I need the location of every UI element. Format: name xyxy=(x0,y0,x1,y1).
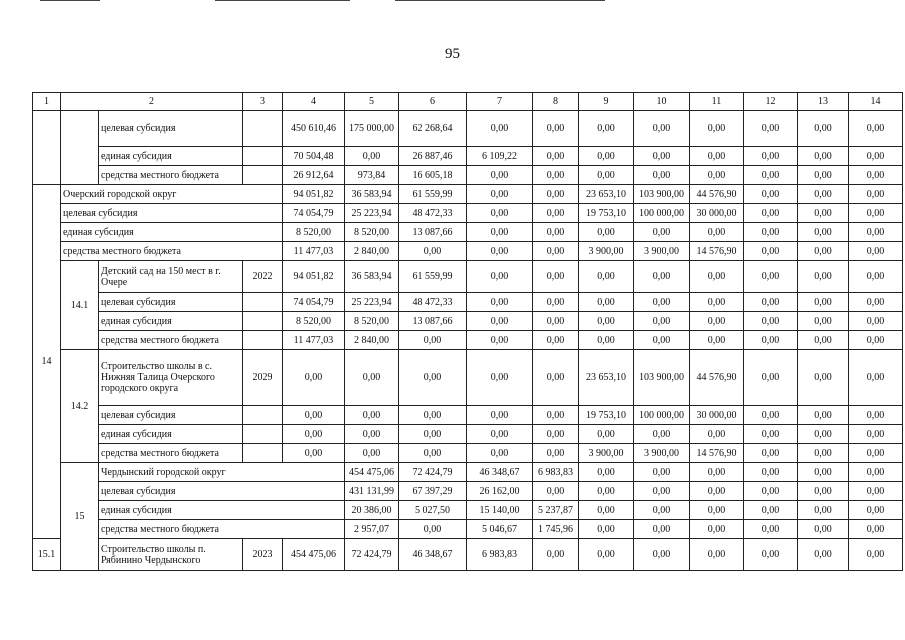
table-row xyxy=(33,312,903,331)
value-cell: 0,00 xyxy=(849,261,903,293)
header-cell: 1 xyxy=(33,93,61,111)
value-cell: 0,00 xyxy=(744,242,798,261)
value-cell: 6 983,83 xyxy=(533,463,579,482)
value-cell: 0,00 xyxy=(744,425,798,444)
section-number: 14 xyxy=(33,185,61,539)
table-row xyxy=(33,501,903,520)
header-cell: 10 xyxy=(634,93,690,111)
value-cell: 0,00 xyxy=(399,406,467,425)
value-cell: 0,00 xyxy=(744,312,798,331)
value-cell: 0,00 xyxy=(849,204,903,223)
value-cell: 0,00 xyxy=(634,520,690,539)
value-cell: 0,00 xyxy=(744,166,798,185)
table-row xyxy=(33,331,903,350)
value-cell: 0,00 xyxy=(533,293,579,312)
page-number: 95 xyxy=(445,46,460,62)
value-cell: 450 610,46 xyxy=(283,111,345,147)
value-cell: 0,00 xyxy=(849,242,903,261)
value-cell: 0,00 xyxy=(798,350,849,406)
value-cell: 0,00 xyxy=(849,482,903,501)
value-cell: 0,00 xyxy=(533,444,579,463)
value-cell: 0,00 xyxy=(634,261,690,293)
value-cell: 0,00 xyxy=(849,444,903,463)
table-row xyxy=(33,261,903,293)
value-cell: 0,00 xyxy=(634,482,690,501)
row-label: единая субсидия xyxy=(61,223,283,242)
value-cell: 62 268,64 xyxy=(399,111,467,147)
header-cell: 2 xyxy=(61,93,243,111)
value-cell: 0,00 xyxy=(634,501,690,520)
row-label: целевая субсидия xyxy=(99,111,243,147)
value-cell: 0,00 xyxy=(690,463,744,482)
value-cell: 44 576,90 xyxy=(690,350,744,406)
value-cell: 13 087,66 xyxy=(399,223,467,242)
value-cell: 1 745,96 xyxy=(533,520,579,539)
header-cell: 4 xyxy=(283,93,345,111)
value-cell: 0,00 xyxy=(798,463,849,482)
empty-cell xyxy=(243,331,283,350)
value-cell: 0,00 xyxy=(849,185,903,204)
header-cell: 7 xyxy=(467,93,533,111)
value-cell: 3 900,00 xyxy=(634,444,690,463)
header-cell: 8 xyxy=(533,93,579,111)
value-cell: 0,00 xyxy=(798,111,849,147)
row-label: единая субсидия xyxy=(99,147,243,166)
value-cell: 20 386,00 xyxy=(345,501,399,520)
value-cell: 0,00 xyxy=(533,331,579,350)
value-cell: 0,00 xyxy=(690,147,744,166)
value-cell: 0,00 xyxy=(399,520,467,539)
value-cell: 0,00 xyxy=(849,223,903,242)
value-cell: 14 576,90 xyxy=(690,242,744,261)
value-cell: 0,00 xyxy=(849,111,903,147)
value-cell: 0,00 xyxy=(579,312,634,331)
value-cell: 0,00 xyxy=(579,147,634,166)
value-cell: 0,00 xyxy=(579,331,634,350)
section-name: Чердынский городской округ xyxy=(99,463,345,482)
value-cell: 3 900,00 xyxy=(634,242,690,261)
value-cell: 175 000,00 xyxy=(345,111,399,147)
value-cell: 0,00 xyxy=(467,111,533,147)
value-cell: 0,00 xyxy=(690,425,744,444)
value-cell: 46 348,67 xyxy=(399,539,467,571)
value-cell: 0,00 xyxy=(849,312,903,331)
value-cell: 0,00 xyxy=(849,166,903,185)
project-number: 14.2 xyxy=(61,350,99,463)
value-cell: 973,84 xyxy=(345,166,399,185)
value-cell: 0,00 xyxy=(798,425,849,444)
value-cell: 13 087,66 xyxy=(399,312,467,331)
header-cell: 11 xyxy=(690,93,744,111)
value-cell: 0,00 xyxy=(579,166,634,185)
value-cell: 100 000,00 xyxy=(634,406,690,425)
value-cell: 0,00 xyxy=(467,293,533,312)
value-cell: 3 900,00 xyxy=(579,444,634,463)
value-cell: 431 131,99 xyxy=(345,482,399,501)
value-cell: 0,00 xyxy=(849,501,903,520)
value-cell: 30 000,00 xyxy=(690,204,744,223)
value-cell: 0,00 xyxy=(744,539,798,571)
top-rule-middle xyxy=(215,0,350,1)
row-label: единая субсидия xyxy=(99,425,243,444)
value-cell: 0,00 xyxy=(634,293,690,312)
value-cell: 0,00 xyxy=(744,111,798,147)
value-cell: 0,00 xyxy=(849,350,903,406)
row-label: целевая субсидия xyxy=(99,293,243,312)
value-cell: 0,00 xyxy=(345,425,399,444)
value-cell: 74 054,79 xyxy=(283,293,345,312)
header-cell: 6 xyxy=(399,93,467,111)
header-cell: 12 xyxy=(744,93,798,111)
value-cell: 0,00 xyxy=(744,520,798,539)
table-row xyxy=(33,444,903,463)
value-cell: 0,00 xyxy=(690,293,744,312)
value-cell: 0,00 xyxy=(634,463,690,482)
value-cell: 0,00 xyxy=(744,350,798,406)
value-cell: 0,00 xyxy=(579,501,634,520)
value-cell: 8 520,00 xyxy=(283,312,345,331)
value-cell: 0,00 xyxy=(849,331,903,350)
value-cell: 0,00 xyxy=(744,501,798,520)
value-cell: 0,00 xyxy=(467,350,533,406)
row-label: средства местного бюджета xyxy=(99,166,243,185)
table-row xyxy=(33,223,903,242)
value-cell: 0,00 xyxy=(467,406,533,425)
value-cell: 0,00 xyxy=(744,204,798,223)
empty-cell xyxy=(243,425,283,444)
value-cell: 0,00 xyxy=(579,261,634,293)
value-cell: 0,00 xyxy=(533,312,579,331)
table-row xyxy=(33,111,903,147)
value-cell: 0,00 xyxy=(533,242,579,261)
value-cell: 0,00 xyxy=(744,185,798,204)
value-cell: 0,00 xyxy=(744,482,798,501)
header-row xyxy=(33,93,903,111)
value-cell: 0,00 xyxy=(798,539,849,571)
value-cell: 0,00 xyxy=(533,166,579,185)
value-cell: 0,00 xyxy=(798,147,849,166)
empty-cell xyxy=(243,406,283,425)
value-cell: 0,00 xyxy=(798,293,849,312)
value-cell: 0,00 xyxy=(798,242,849,261)
value-cell: 0,00 xyxy=(798,501,849,520)
value-cell: 8 520,00 xyxy=(345,223,399,242)
empty-cell xyxy=(33,111,61,185)
value-cell: 14 576,90 xyxy=(690,444,744,463)
section-name: Очерский городской округ xyxy=(61,185,283,204)
value-cell: 0,00 xyxy=(798,312,849,331)
value-cell: 0,00 xyxy=(345,350,399,406)
value-cell: 0,00 xyxy=(467,444,533,463)
value-cell: 0,00 xyxy=(690,539,744,571)
table-row xyxy=(33,293,903,312)
table-row xyxy=(33,242,903,261)
row-label: единая субсидия xyxy=(99,312,243,331)
value-cell: 0,00 xyxy=(467,312,533,331)
row-label: единая субсидия xyxy=(99,501,345,520)
value-cell: 25 223,94 xyxy=(345,204,399,223)
value-cell: 0,00 xyxy=(533,111,579,147)
value-cell: 0,00 xyxy=(690,482,744,501)
header-cell: 13 xyxy=(798,93,849,111)
table-row xyxy=(33,520,903,539)
value-cell: 0,00 xyxy=(744,147,798,166)
value-cell: 0,00 xyxy=(533,223,579,242)
row-label: целевая субсидия xyxy=(61,204,283,223)
empty-cell xyxy=(243,293,283,312)
table-row xyxy=(33,539,903,571)
value-cell: 23 653,10 xyxy=(579,185,634,204)
value-cell: 0,00 xyxy=(849,293,903,312)
value-cell: 0,00 xyxy=(744,444,798,463)
value-cell: 0,00 xyxy=(690,223,744,242)
value-cell: 46 348,67 xyxy=(467,463,533,482)
value-cell: 0,00 xyxy=(798,223,849,242)
value-cell: 0,00 xyxy=(634,111,690,147)
empty-cell xyxy=(243,147,283,166)
value-cell: 26 887,46 xyxy=(399,147,467,166)
value-cell: 0,00 xyxy=(849,463,903,482)
value-cell: 103 900,00 xyxy=(634,350,690,406)
value-cell: 25 223,94 xyxy=(345,293,399,312)
value-cell: 0,00 xyxy=(690,312,744,331)
value-cell: 0,00 xyxy=(690,331,744,350)
value-cell: 26 162,00 xyxy=(467,482,533,501)
value-cell: 0,00 xyxy=(744,293,798,312)
value-cell: 6 983,83 xyxy=(467,539,533,571)
value-cell: 0,00 xyxy=(798,166,849,185)
value-cell: 0,00 xyxy=(579,293,634,312)
value-cell: 94 051,82 xyxy=(283,261,345,293)
value-cell: 67 397,29 xyxy=(399,482,467,501)
value-cell: 0,00 xyxy=(467,331,533,350)
empty-cell xyxy=(243,166,283,185)
value-cell: 0,00 xyxy=(798,444,849,463)
value-cell: 11 477,03 xyxy=(283,331,345,350)
value-cell: 0,00 xyxy=(690,111,744,147)
table-row xyxy=(33,482,903,501)
value-cell: 0,00 xyxy=(467,242,533,261)
value-cell: 0,00 xyxy=(798,406,849,425)
value-cell: 0,00 xyxy=(533,185,579,204)
value-cell: 0,00 xyxy=(467,223,533,242)
row-label: целевая субсидия xyxy=(99,482,345,501)
value-cell: 0,00 xyxy=(283,406,345,425)
value-cell: 0,00 xyxy=(283,425,345,444)
value-cell: 61 559,99 xyxy=(399,185,467,204)
section-number: 15 xyxy=(61,463,99,571)
value-cell: 0,00 xyxy=(690,501,744,520)
table-row xyxy=(33,166,903,185)
value-cell: 0,00 xyxy=(690,166,744,185)
value-cell: 11 477,03 xyxy=(283,242,345,261)
value-cell: 0,00 xyxy=(399,444,467,463)
value-cell: 0,00 xyxy=(634,539,690,571)
value-cell: 0,00 xyxy=(533,539,579,571)
value-cell: 0,00 xyxy=(467,425,533,444)
value-cell: 94 051,82 xyxy=(283,185,345,204)
value-cell: 44 576,90 xyxy=(690,185,744,204)
value-cell: 0,00 xyxy=(533,406,579,425)
value-cell: 0,00 xyxy=(345,406,399,425)
value-cell: 100 000,00 xyxy=(634,204,690,223)
value-cell: 0,00 xyxy=(798,331,849,350)
value-cell: 454 475,06 xyxy=(283,539,345,571)
value-cell: 0,00 xyxy=(283,444,345,463)
value-cell: 2 957,07 xyxy=(345,520,399,539)
table-row xyxy=(33,463,903,482)
table-row xyxy=(33,147,903,166)
value-cell: 5 027,50 xyxy=(399,501,467,520)
value-cell: 0,00 xyxy=(690,261,744,293)
value-cell: 26 912,64 xyxy=(283,166,345,185)
project-name: Детский сад на 150 мест в г. Очере xyxy=(99,261,243,293)
value-cell: 30 000,00 xyxy=(690,406,744,425)
table-row xyxy=(33,425,903,444)
value-cell: 0,00 xyxy=(634,312,690,331)
value-cell: 0,00 xyxy=(533,261,579,293)
value-cell: 0,00 xyxy=(634,223,690,242)
row-label: средства местного бюджета xyxy=(61,242,283,261)
value-cell: 3 900,00 xyxy=(579,242,634,261)
value-cell: 0,00 xyxy=(399,425,467,444)
value-cell: 0,00 xyxy=(467,204,533,223)
header-cell: 5 xyxy=(345,93,399,111)
value-cell: 0,00 xyxy=(467,166,533,185)
value-cell: 36 583,94 xyxy=(345,185,399,204)
value-cell: 0,00 xyxy=(798,204,849,223)
value-cell: 6 109,22 xyxy=(467,147,533,166)
value-cell: 0,00 xyxy=(579,463,634,482)
row-label: средства местного бюджета xyxy=(99,520,345,539)
value-cell: 23 653,10 xyxy=(579,350,634,406)
value-cell: 0,00 xyxy=(579,482,634,501)
value-cell: 0,00 xyxy=(467,261,533,293)
value-cell: 2 840,00 xyxy=(345,242,399,261)
header-cell: 3 xyxy=(243,93,283,111)
table-row xyxy=(33,350,903,406)
value-cell: 0,00 xyxy=(634,166,690,185)
value-cell: 0,00 xyxy=(744,331,798,350)
value-cell: 0,00 xyxy=(533,425,579,444)
header-cell: 14 xyxy=(849,93,903,111)
empty-cell xyxy=(61,111,99,185)
value-cell: 16 605,18 xyxy=(399,166,467,185)
value-cell: 74 054,79 xyxy=(283,204,345,223)
value-cell: 2 840,00 xyxy=(345,331,399,350)
value-cell: 0,00 xyxy=(533,482,579,501)
project-name: Строительство школы в с. Нижняя Талица Очерского городского округа xyxy=(99,350,243,406)
value-cell: 0,00 xyxy=(579,425,634,444)
table-row xyxy=(33,204,903,223)
value-cell: 48 472,33 xyxy=(399,293,467,312)
value-cell: 0,00 xyxy=(579,539,634,571)
value-cell: 0,00 xyxy=(849,425,903,444)
value-cell: 0,00 xyxy=(579,111,634,147)
value-cell: 19 753,10 xyxy=(579,406,634,425)
budget-table xyxy=(32,92,903,571)
header-cell: 9 xyxy=(579,93,634,111)
value-cell: 70 504,48 xyxy=(283,147,345,166)
value-cell: 0,00 xyxy=(798,261,849,293)
value-cell: 0,00 xyxy=(345,444,399,463)
value-cell: 0,00 xyxy=(634,425,690,444)
value-cell: 0,00 xyxy=(798,185,849,204)
value-cell: 19 753,10 xyxy=(579,204,634,223)
value-cell: 0,00 xyxy=(798,520,849,539)
value-cell: 15 140,00 xyxy=(467,501,533,520)
value-cell: 0,00 xyxy=(744,463,798,482)
value-cell: 0,00 xyxy=(744,406,798,425)
value-cell: 0,00 xyxy=(399,331,467,350)
value-cell: 0,00 xyxy=(634,147,690,166)
empty-cell xyxy=(243,444,283,463)
row-label: целевая субсидия xyxy=(99,406,243,425)
project-number: 15.1 xyxy=(33,539,61,571)
value-cell: 48 472,33 xyxy=(399,204,467,223)
value-cell: 0,00 xyxy=(579,520,634,539)
project-year: 2023 xyxy=(243,539,283,571)
value-cell: 0,00 xyxy=(467,185,533,204)
value-cell: 72 424,79 xyxy=(345,539,399,571)
value-cell: 8 520,00 xyxy=(283,223,345,242)
value-cell: 0,00 xyxy=(798,482,849,501)
value-cell: 8 520,00 xyxy=(345,312,399,331)
value-cell: 0,00 xyxy=(399,242,467,261)
value-cell: 0,00 xyxy=(283,350,345,406)
empty-cell xyxy=(243,312,283,331)
value-cell: 454 475,06 xyxy=(345,463,399,482)
row-label: средства местного бюджета xyxy=(99,444,243,463)
value-cell: 0,00 xyxy=(533,204,579,223)
value-cell: 0,00 xyxy=(533,147,579,166)
value-cell: 0,00 xyxy=(690,520,744,539)
value-cell: 0,00 xyxy=(345,147,399,166)
empty-cell xyxy=(243,111,283,147)
value-cell: 103 900,00 xyxy=(634,185,690,204)
value-cell: 0,00 xyxy=(533,350,579,406)
top-rule-right xyxy=(395,0,605,1)
value-cell: 72 424,79 xyxy=(399,463,467,482)
project-number: 14.1 xyxy=(61,261,99,350)
value-cell: 5 237,87 xyxy=(533,501,579,520)
top-rule-left xyxy=(40,0,100,1)
value-cell: 0,00 xyxy=(579,223,634,242)
value-cell: 0,00 xyxy=(399,350,467,406)
value-cell: 36 583,94 xyxy=(345,261,399,293)
project-year: 2029 xyxy=(243,350,283,406)
value-cell: 0,00 xyxy=(744,223,798,242)
value-cell: 0,00 xyxy=(634,331,690,350)
value-cell: 0,00 xyxy=(744,261,798,293)
value-cell: 5 046,67 xyxy=(467,520,533,539)
row-label: средства местного бюджета xyxy=(99,331,243,350)
project-year: 2022 xyxy=(243,261,283,293)
value-cell: 0,00 xyxy=(849,147,903,166)
table-row xyxy=(33,406,903,425)
value-cell: 0,00 xyxy=(849,520,903,539)
value-cell: 61 559,99 xyxy=(399,261,467,293)
value-cell: 0,00 xyxy=(849,539,903,571)
table-row xyxy=(33,185,903,204)
value-cell: 0,00 xyxy=(849,406,903,425)
project-name: Строительство школы п. Рябинино Чердынского xyxy=(99,539,243,571)
